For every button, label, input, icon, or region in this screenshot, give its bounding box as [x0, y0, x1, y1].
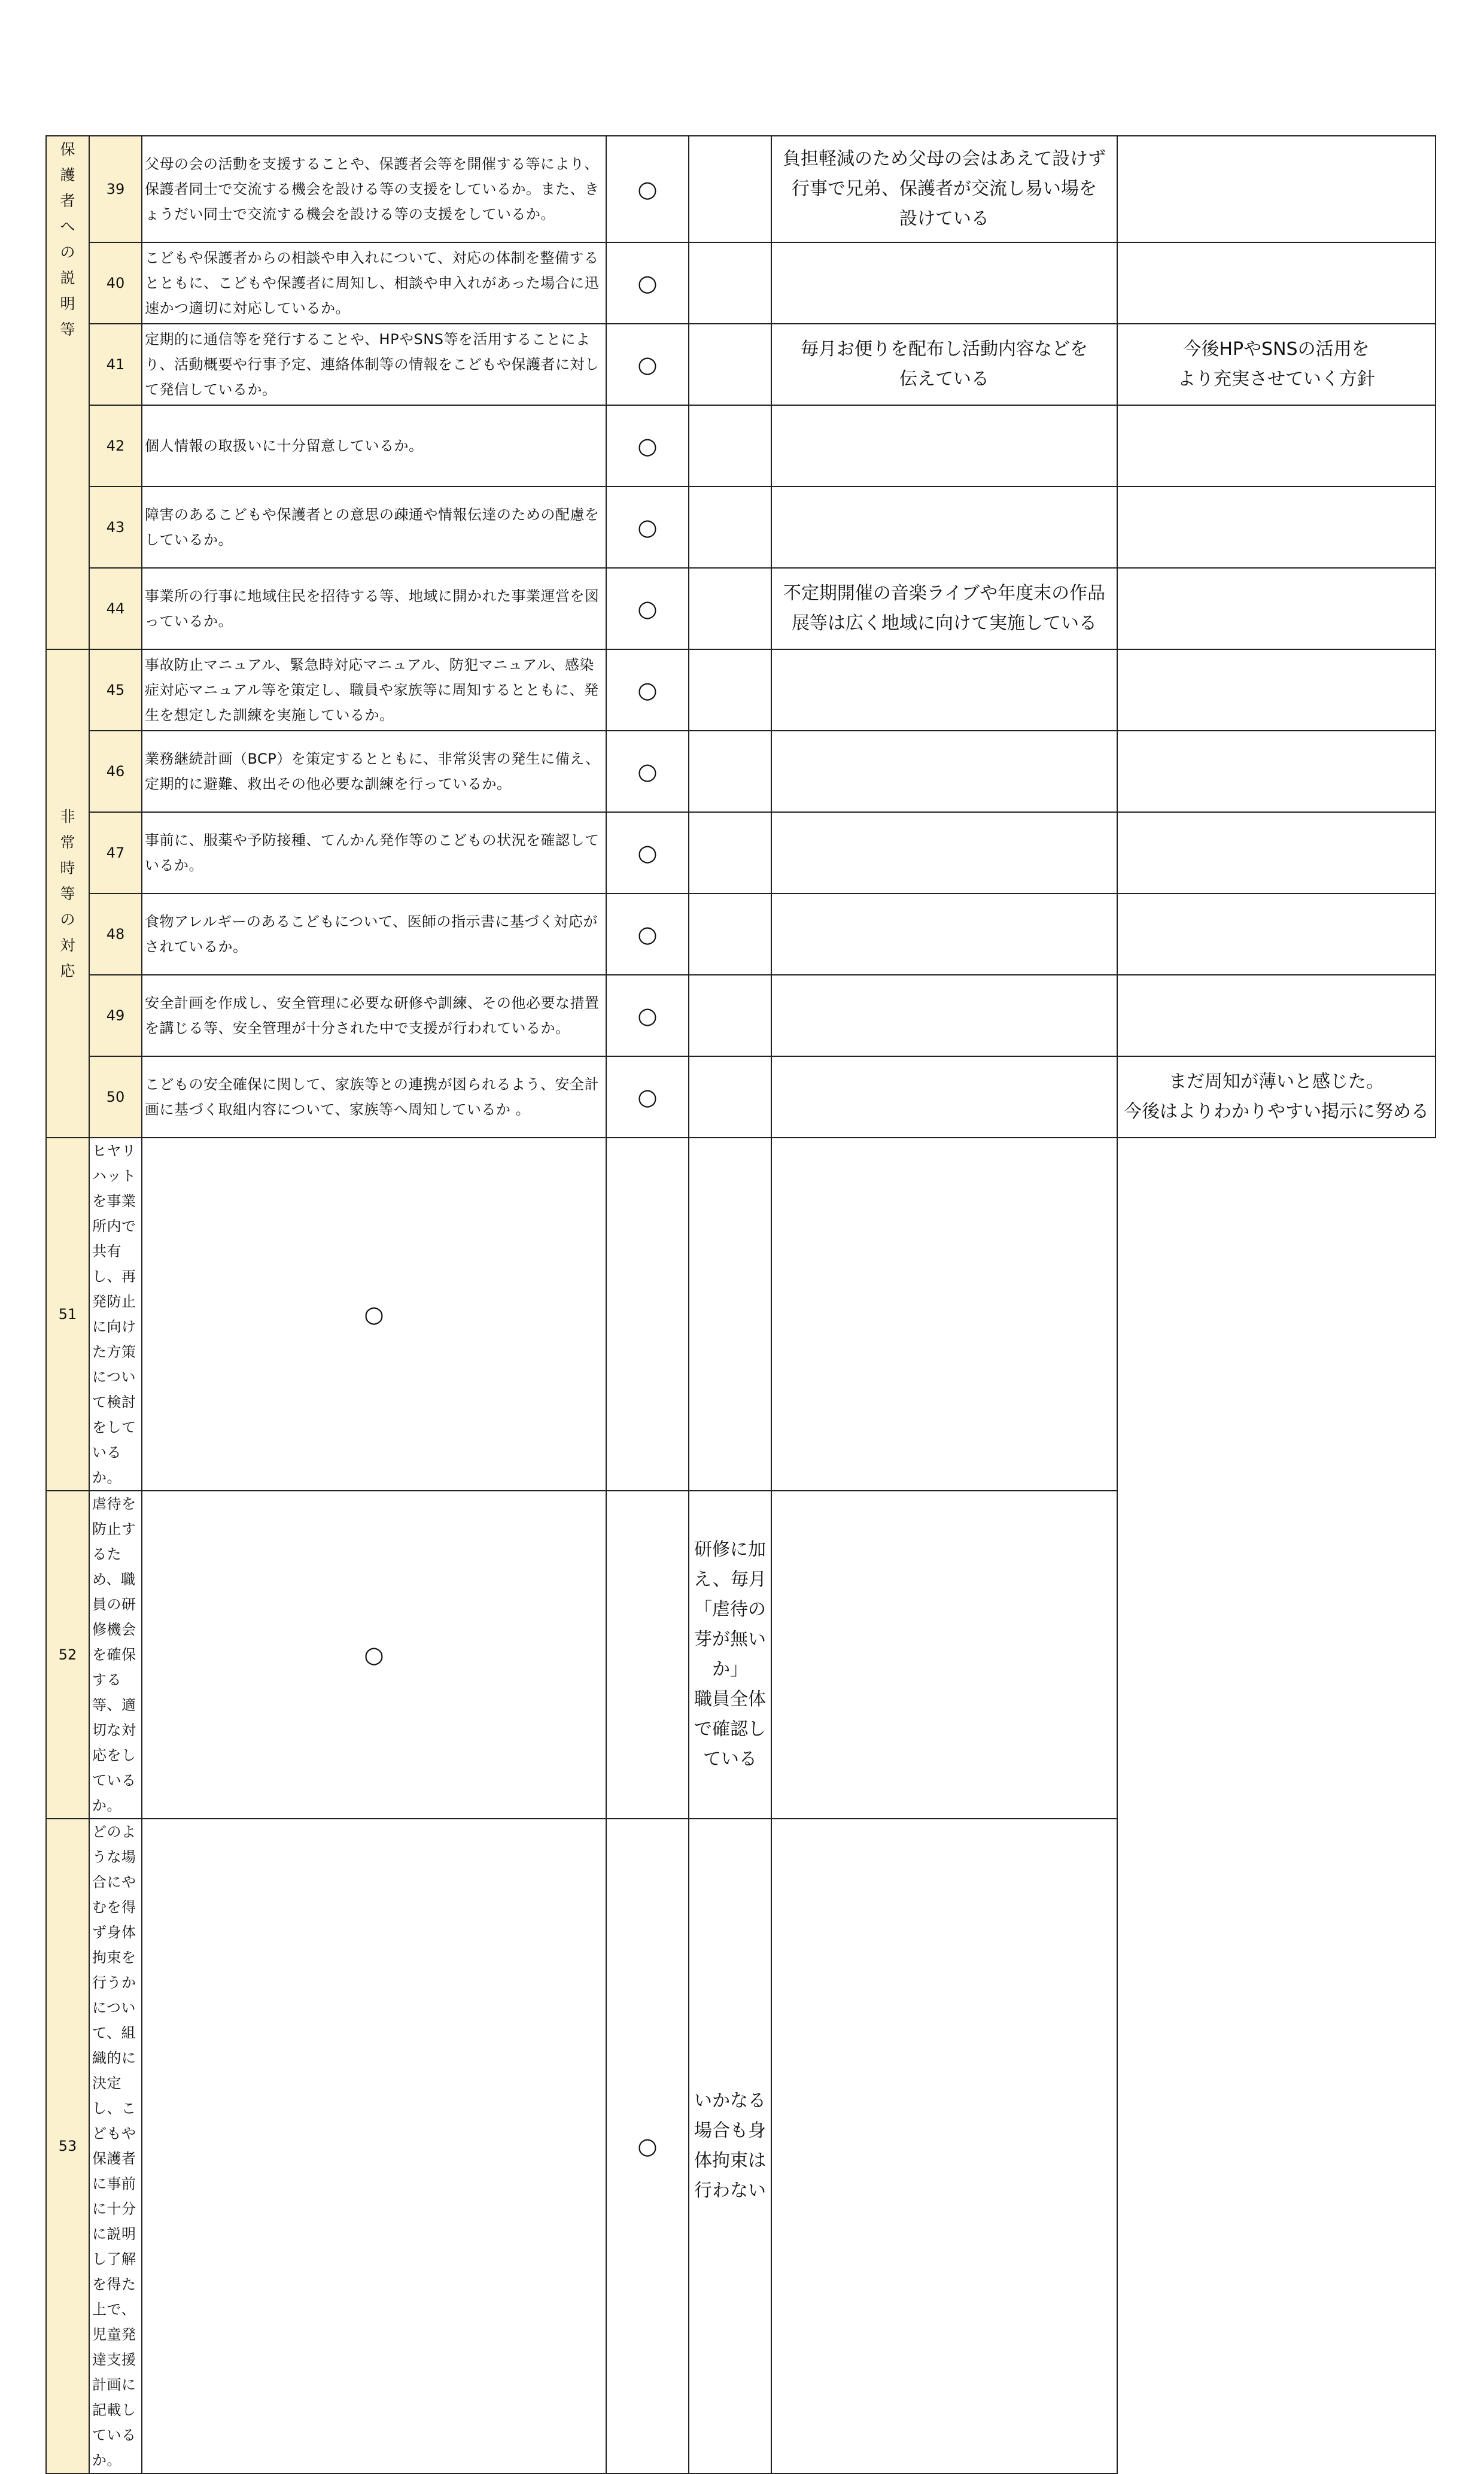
- question-text: 障害のあるこどもや保護者との意思の疎通や情報伝達のための配慮をしているか。: [142, 487, 606, 568]
- yes-mark: ○: [606, 731, 689, 812]
- table-row: [46, 242, 1436, 324]
- comment-status: 毎月お便りを配布し活動内容などを 伝えている: [771, 324, 1117, 405]
- table-row: [46, 893, 1436, 975]
- question-text: こどもの安全確保に関して、家族等との連携が図られるよう、安全計画に基づく取組内容について、家族等へ周知しているか 。: [142, 1056, 606, 1138]
- category-emergency-response: [46, 649, 89, 1138]
- no-mark: [689, 324, 771, 405]
- row-number: 43: [89, 487, 142, 568]
- comment-status: [771, 242, 1117, 324]
- comment-status: 負担軽減のため父母の会はあえて設けず 行事で兄弟、保護者が交流し易い場を 設けている: [771, 136, 1117, 242]
- table-row: [46, 812, 1436, 893]
- no-mark: [689, 812, 771, 893]
- table-body: [46, 136, 1436, 2473]
- category-char: の: [60, 244, 75, 261]
- comment-status: [771, 975, 1117, 1056]
- comment-improvement: [771, 1138, 1117, 1491]
- category-char: 保: [60, 141, 75, 158]
- no-mark: [689, 893, 771, 975]
- question-text: 父母の会の活動を支援することや、保護者会等を開催する等により、保護者同士で交流する機会を設ける等の支援をしているか。また、きょうだい同士で交流する機会を設ける等の支援をしているか。: [142, 136, 606, 242]
- comment-improvement: [1117, 731, 1436, 812]
- comment-improvement: [1117, 405, 1436, 487]
- yes-mark: ○: [606, 812, 689, 893]
- category-char: 常: [60, 833, 75, 851]
- category-char: 説: [60, 269, 75, 287]
- yes-mark: ○: [606, 405, 689, 487]
- comment-improvement: [771, 1819, 1117, 2473]
- question-text: こどもや保護者からの相談や申入れについて、対応の体制を整備するとともに、こどもや保護者に周知し、相談や申入れがあった場合に迅速かつ適切に対応しているか。: [142, 242, 606, 324]
- category-char: 応: [60, 962, 75, 980]
- yes-mark: ○: [142, 1491, 606, 1819]
- yes-mark: ○: [606, 893, 689, 975]
- category-guardian-explanation: [46, 136, 89, 649]
- category-char: 非: [60, 807, 75, 825]
- table-row: [46, 1491, 1436, 1819]
- comment-improvement: [1117, 136, 1436, 242]
- comment-status: いかなる場合も身体拘束は行わない: [689, 1819, 771, 2473]
- category-char: 明: [60, 295, 75, 312]
- question-text: どのような場合にやむを得ず身体拘束を行うかについて、組織的に決定し、こどもや保護者に事前に十分に説明し了解を得た上で、児童発達支援計画に記載しているか。: [89, 1819, 142, 2473]
- question-text: ヒヤリハットを事業所内で共有し、再発防止に向けた方策について検討をしているか。: [89, 1138, 142, 1491]
- yes-mark: ○: [606, 324, 689, 405]
- category-char: 等: [60, 885, 75, 902]
- table-row: [46, 731, 1436, 812]
- question-text: 安全計画を作成し、安全管理に必要な研修や訓練、その他必要な措置を講じる等、安全管理が十分された中で支援が行われているか。: [142, 975, 606, 1056]
- comment-improvement: [1117, 487, 1436, 568]
- yes-mark: ○: [606, 1056, 689, 1138]
- comment-improvement: [1117, 649, 1436, 731]
- table-row: [46, 1056, 1436, 1138]
- row-number: 47: [89, 812, 142, 893]
- question-text: 事故防止マニュアル、緊急時対応マニュアル、防犯マニュアル、感染症対応マニュアル等を策定し、職員や家族等に周知するとともに、発生を想定した訓練を実施しているか。: [142, 649, 606, 731]
- row-number: 51: [46, 1138, 89, 1491]
- question-text: 虐待を防止するため、職員の研修機会を確保する等、適切な対応をしているか。: [89, 1491, 142, 1819]
- category-char: 対: [60, 936, 75, 954]
- table-row: [46, 975, 1436, 1056]
- no-mark: [606, 1138, 689, 1491]
- comment-status: [771, 731, 1117, 812]
- yes-mark: ○: [606, 649, 689, 731]
- row-number: 45: [89, 649, 142, 731]
- category-char: 者: [60, 192, 75, 209]
- row-number: 41: [89, 324, 142, 405]
- comment-improvement: まだ周知が薄いと感じた。 今後はよりわかりやすい掲示に努める: [1117, 1056, 1436, 1138]
- row-number: 50: [89, 1056, 142, 1138]
- comment-status: 研修に加え、毎月「虐待の芽が無いか」 職員全体で確認している: [689, 1491, 771, 1819]
- comment-improvement: 今後HPやSNSの活用を より充実させていく方針: [1117, 324, 1436, 405]
- row-number: 48: [89, 893, 142, 975]
- comment-status: [771, 649, 1117, 731]
- category-char: 等: [60, 321, 75, 338]
- table-row: [46, 649, 1436, 731]
- row-number: 46: [89, 731, 142, 812]
- comment-status: [771, 405, 1117, 487]
- no-mark: [689, 487, 771, 568]
- comment-improvement: [771, 1491, 1117, 1819]
- yes-mark: ○: [606, 136, 689, 242]
- yes-mark: ○: [606, 487, 689, 568]
- row-number: 42: [89, 405, 142, 487]
- row-number: 49: [89, 975, 142, 1056]
- no-mark: [689, 731, 771, 812]
- row-number: 44: [89, 568, 142, 649]
- no-mark: [689, 649, 771, 731]
- table-row: [46, 1819, 1436, 2473]
- comment-improvement: [1117, 568, 1436, 649]
- row-number: 40: [89, 242, 142, 324]
- question-text: 食物アレルギーのあるこどもについて、医師の指示書に基づく対応がされているか。: [142, 893, 606, 975]
- row-number: 53: [46, 1819, 89, 2473]
- yes-mark: ○: [606, 242, 689, 324]
- table-row: [46, 405, 1436, 487]
- category-char: 護: [60, 166, 75, 184]
- no-mark: [689, 136, 771, 242]
- question-text: 事前に、服薬や予防接種、てんかん発作等のこどもの状況を確認しているか。: [142, 812, 606, 893]
- no-mark: [689, 1056, 771, 1138]
- comment-improvement: [1117, 975, 1436, 1056]
- question-text: 業務継続計画（BCP）を策定するとともに、非常災害の発生に備え、定期的に避難、救出その他必要な訓練を行っているか。: [142, 731, 606, 812]
- no-mark: [689, 568, 771, 649]
- comment-status: [771, 487, 1117, 568]
- row-number: 52: [46, 1491, 89, 1819]
- comment-status: [771, 812, 1117, 893]
- no-mark: [606, 1491, 689, 1819]
- yes-mark: ○: [142, 1138, 606, 1491]
- category-char: の: [60, 910, 75, 928]
- table-row: [46, 1138, 1436, 1491]
- comment-status: [771, 893, 1117, 975]
- table-row: [46, 324, 1436, 405]
- no-mark: ○: [606, 1819, 689, 2473]
- comment-improvement: [1117, 893, 1436, 975]
- no-mark: [689, 975, 771, 1056]
- question-text: 事業所の行事に地域住民を招待する等、地域に開かれた事業運営を図っているか。: [142, 568, 606, 649]
- row-number: 39: [89, 136, 142, 242]
- comment-improvement: [1117, 242, 1436, 324]
- comment-improvement: [1117, 812, 1436, 893]
- table-row: [46, 136, 1436, 242]
- question-text: 定期的に通信等を発行することや、HPやSNS等を活用することにより、活動概要や行事予定、連絡体制等の情報をこどもや保護者に対して発信しているか。: [142, 324, 606, 405]
- no-mark: [689, 405, 771, 487]
- no-mark: [689, 242, 771, 324]
- comment-status: 不定期開催の音楽ライブや年度末の作品 展等は広く地域に向けて実施している: [771, 568, 1117, 649]
- table-row: [46, 568, 1436, 649]
- yes-mark: ○: [606, 975, 689, 1056]
- yes-mark: ○: [606, 568, 689, 649]
- category-char: 時: [60, 859, 75, 877]
- table-row: [46, 487, 1436, 568]
- yes-mark: [142, 1819, 606, 2473]
- category-char: へ: [60, 218, 75, 235]
- comment-status: [771, 1056, 1117, 1138]
- question-text: 個人情報の取扱いに十分留意しているか。: [142, 405, 606, 487]
- evaluation-table: [45, 135, 1436, 2474]
- comment-status: [689, 1138, 771, 1491]
